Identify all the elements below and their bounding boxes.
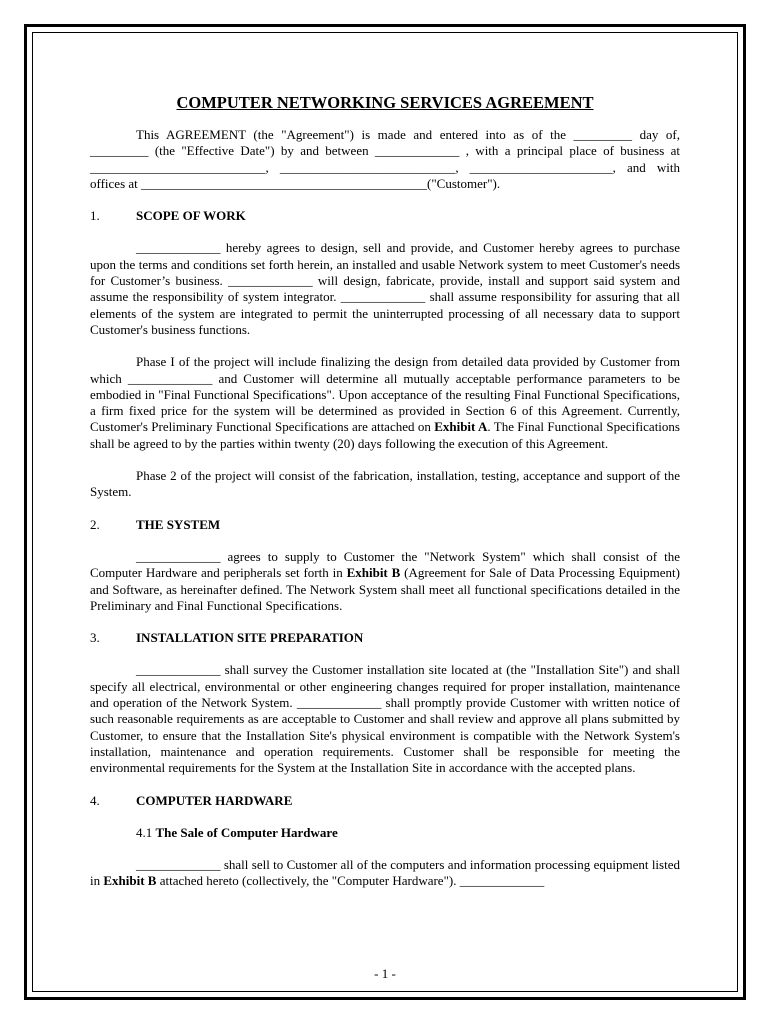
section-heading-system	[90, 517, 680, 533]
system-paragraph	[90, 549, 680, 614]
section-number: 3.	[90, 630, 100, 646]
page-number: - 1 -	[374, 966, 396, 981]
scope-paragraph-3: Phase 2 of the project will consist of the fabrication, installation, testing, acceptance and support of the System.	[90, 468, 680, 500]
section-number: 4.	[90, 792, 100, 808]
section-number: 1.	[90, 208, 100, 224]
document-body	[90, 93, 680, 906]
text-run: . The Final Functional Specifications shall be agreed to by the parties within twenty (20) days following the execution of this Agreement.	[90, 419, 680, 451]
hardware-paragraph	[90, 857, 680, 890]
section-heading-installation	[90, 630, 680, 646]
subsection-number: 4.1	[136, 824, 153, 840]
section-title: INSTALLATION SITE PREPARATION	[136, 630, 364, 646]
installation-paragraph: _____________ shall survey the Customer installation site located at (the "Installation Site") and shall specify all electrical, environmental or other engineering changes required for proper installation, maintenance and operation of the Network System. _____________ shall promptly provide Customer with written notice of such reasonable requirements as are acceptable to Customer and shall review and approve all plans submitted by Customer, to ensure that the Installation Site's physical environment is compatible with the Network System's installation, maintenance and operation requirements. Customer shall be responsible for meeting the environmental requirements for the System at the Installation Site in accordance with the accepted plans.	[90, 662, 680, 776]
document-title: COMPUTER NETWORKING SERVICES AGREEMENT	[176, 93, 594, 112]
exhibit-b-reference: Exhibit B	[103, 873, 157, 889]
text-run: Phase I of the project will include finalizing the design from detailed data provided by Customer from which _____________ and Customer will determine all mutually acceptable performance parameters to be embodied in "Final Functional Specifications". Upon acceptance of the resulting Final Functional Specifications, a firm fixed price for the system will be determined as provided in Section 6 of this Agreement. Currently, Customer's Preliminary Functional Specifications are attached on	[90, 354, 680, 435]
subsection-heading-4-1	[136, 825, 680, 841]
section-title: SCOPE OF WORK	[136, 208, 246, 224]
text-run: (Agreement for Sale of Data Processing Equipment) and Software, as hereinafter defined. The Network System shall meet all functional specifications detailed in the Preliminary and Final Functional Specifications.	[90, 565, 680, 613]
section-number: 2.	[90, 516, 100, 532]
section-heading-hardware	[90, 793, 680, 809]
intro-paragraph: This AGREEMENT (the "Agreement") is made and entered into as of the _________ day of, _________ (the "Effective Date") by and between _____________ , with a principal place of business at ___________________________, ___________________________, ______________________, and with offices at ____________________________________________("Customer").	[90, 127, 680, 191]
text-run: attached hereto (collectively, the "Computer Hardware"). _____________	[156, 873, 545, 889]
exhibit-b-reference: Exhibit B	[346, 565, 401, 581]
scope-paragraph-2	[90, 354, 680, 452]
exhibit-a-reference: Exhibit A	[434, 419, 488, 435]
text-run: _____________ agrees to supply to Customer the "Network System" which shall consist of the Computer Hardware and peripherals set forth in	[90, 548, 680, 581]
subsection-title: The Sale of Computer Hardware	[155, 824, 338, 840]
scope-paragraph-1: _____________ hereby agrees to design, sell and provide, and Customer hereby agrees to purchase upon the terms and conditions set forth herein, an installed and usable Network system to meet Customer's needs for Customer’s business. _____________ will design, fabricate, provide, install and support said system and assume the responsibility of system integrator. _____________ shall assume responsibility for assuring that all elements of the system are integrated to permit the uninterrupted processing of all necessary data to support Customer's business functions.	[90, 240, 680, 337]
section-title: THE SYSTEM	[136, 516, 221, 532]
section-title: COMPUTER HARDWARE	[136, 792, 293, 808]
text-run: _____________ shall sell to Customer all of the computers and information processing equipment listed in	[90, 857, 680, 889]
section-heading-scope	[90, 208, 680, 224]
